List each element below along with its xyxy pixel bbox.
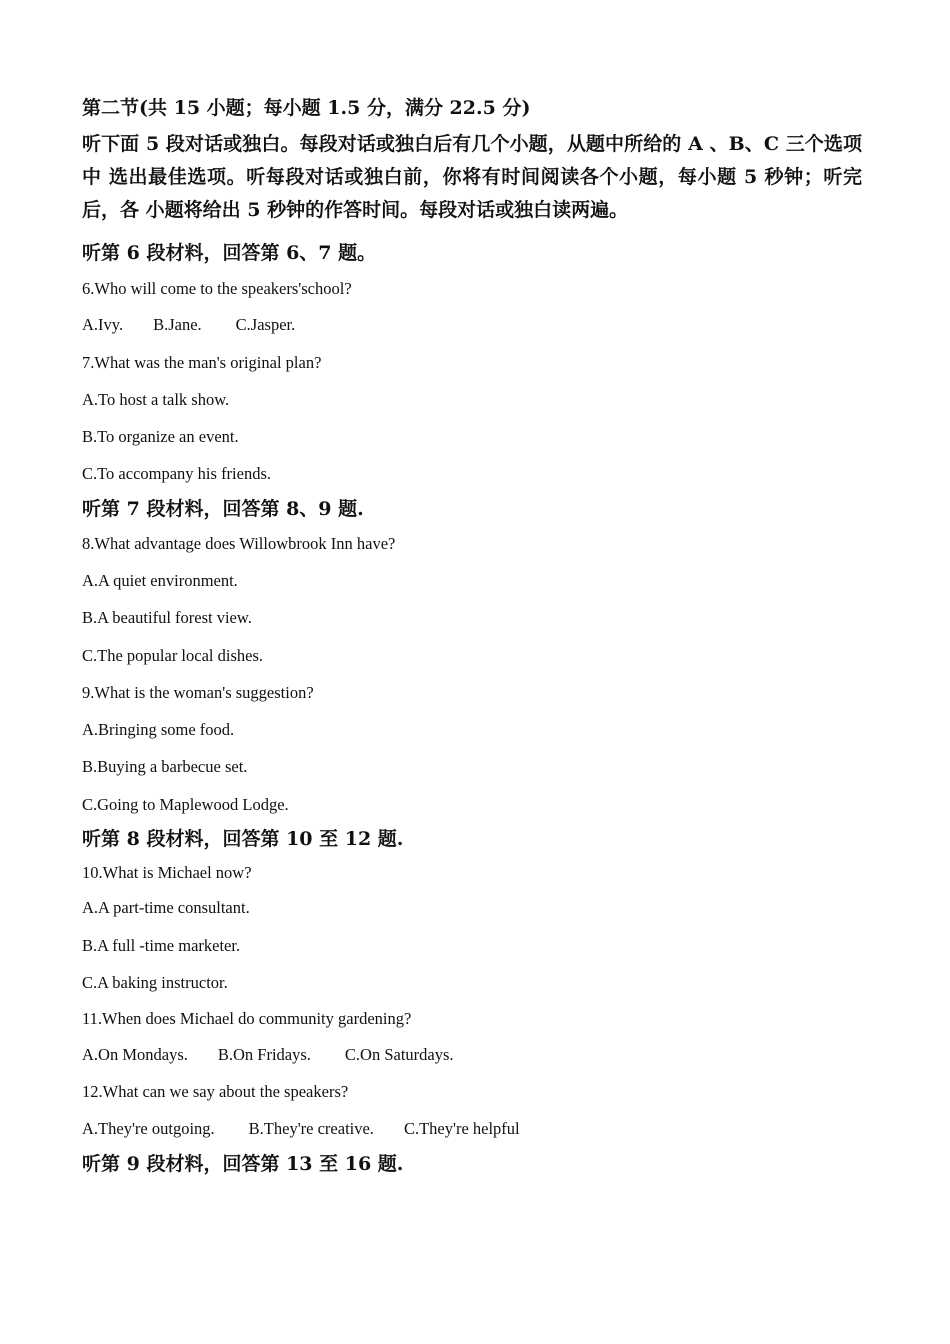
- question-stem: 8.What advantage does Willowbrook Inn have?: [82, 534, 396, 553]
- question-stem: 7.What was the man's original plan?: [82, 353, 322, 372]
- group-title: 听第 9 段材料，回答第 13 至 16 题.: [82, 1153, 404, 1175]
- group-title: 听第 6 段材料，回答第 6、7 题。: [82, 242, 377, 264]
- option-a: A.To host a talk show.: [82, 390, 230, 409]
- option-a: A.A part-time consultant.: [82, 898, 250, 917]
- option-c: C.They're helpful: [403, 1119, 520, 1138]
- option-c: C.On Saturdays.: [344, 1045, 454, 1064]
- option-b: B.They're creative.: [248, 1119, 374, 1138]
- question-stem: 6.Who will come to the speakers'school?: [82, 279, 352, 298]
- question-stem: 10.What is Michael now?: [82, 863, 252, 882]
- option-c: C.To accompany his friends.: [82, 464, 272, 483]
- exam-section: [82, 94, 862, 1178]
- question-stem: 11.When does Michael do community gardening?: [82, 1009, 412, 1028]
- options-row: [82, 1044, 862, 1066]
- options-row: [82, 1118, 862, 1140]
- option-c: C.Going to Maplewood Lodge.: [82, 795, 289, 814]
- option-b: B.A full -time marketer.: [82, 936, 241, 955]
- option-a: A.On Mondays.: [82, 1045, 188, 1064]
- option-c: C.The popular local dishes.: [82, 646, 264, 665]
- option-a: A.Ivy.: [82, 315, 124, 334]
- option-c: C.Jasper.: [235, 315, 296, 334]
- option-a: A.They're outgoing.: [82, 1119, 215, 1138]
- option-b: B.To organize an event.: [82, 427, 239, 446]
- question-stem: 9.What is the woman's suggestion?: [82, 683, 314, 702]
- option-b: B.On Fridays.: [217, 1045, 311, 1064]
- section-heading: 第二节(共 15 小题；每小题 1.5 分，满分 22.5 分): [82, 97, 531, 119]
- option-a: A.A quiet environment.: [82, 571, 238, 590]
- option-b: B.Buying a barbecue set.: [82, 757, 248, 776]
- instructions-paragraph: 听下面 5 段对话或独白。每段对话或独白后有几个小题，从题中所给的 A 、B、C 三个选项中 选出最佳选项。听每段对话或独白前，你将有时间阅读各个小题，每小题 5 秒钟；听完后，各 小题将给出 5 秒钟的作答时间。每段对话或独白读两遍。: [82, 133, 862, 221]
- option-b: B.Jane.: [153, 315, 202, 334]
- option-b: B.A beautiful forest view.: [82, 608, 252, 627]
- options-row: [82, 314, 862, 336]
- question-stem: 12.What can we say about the speakers?: [82, 1082, 349, 1101]
- group-title: 听第 8 段材料，回答第 10 至 12 题.: [82, 828, 404, 850]
- group-title: 听第 7 段材料，回答第 8、9 题.: [82, 498, 364, 520]
- option-a: A.Bringing some food.: [82, 720, 235, 739]
- option-c: C.A baking instructor.: [82, 973, 228, 992]
